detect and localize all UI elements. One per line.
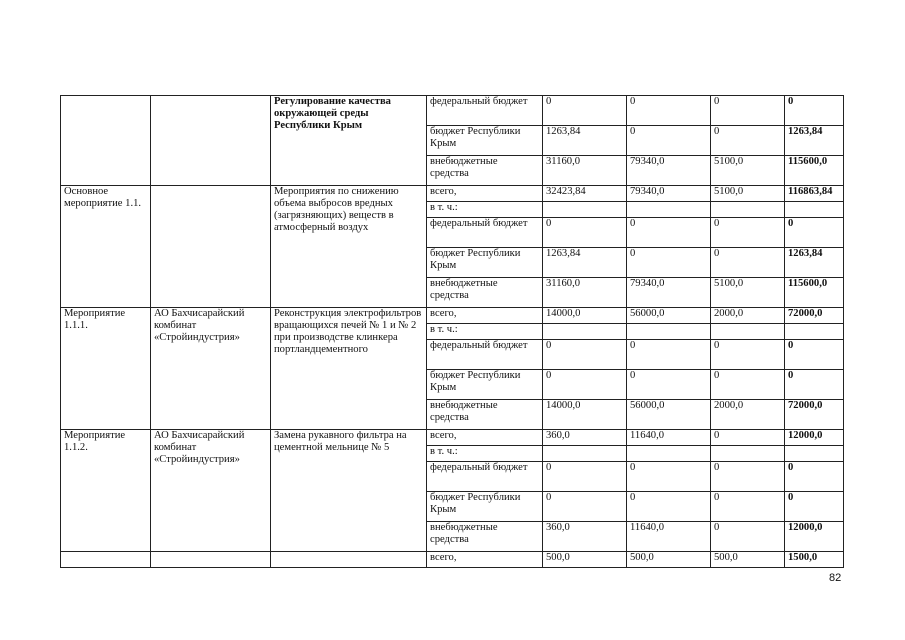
value-year-3: 0 <box>711 96 785 126</box>
program-name <box>271 552 427 568</box>
value-year-3 <box>711 324 785 340</box>
value-year-3: 0 <box>711 522 785 552</box>
value-year-3: 0 <box>711 430 785 446</box>
value-year-3 <box>711 202 785 218</box>
value-year-2: 0 <box>627 126 711 156</box>
value-year-1 <box>543 324 627 340</box>
program-name: Мероприятия по снижению объема выбросов вредных (загрязняющих) веществ в атмосферный воздух <box>271 186 427 308</box>
value-year-3: 0 <box>711 126 785 156</box>
value-year-2: 11640,0 <box>627 522 711 552</box>
value-year-1: 0 <box>543 96 627 126</box>
funding-source: федеральный бюджет <box>427 340 543 370</box>
table-row <box>61 308 844 324</box>
value-year-3: 5100,0 <box>711 156 785 186</box>
value-year-2: 0 <box>627 370 711 400</box>
value-year-3: 2000,0 <box>711 400 785 430</box>
value-year-1: 360,0 <box>543 522 627 552</box>
value-year-3: 0 <box>711 218 785 248</box>
value-year-3: 0 <box>711 248 785 278</box>
value-year-1: 0 <box>543 492 627 522</box>
value-year-1: 14000,0 <box>543 400 627 430</box>
program-name: Реконструкция электрофильтров вращающихся печей № 1 и № 2 при производстве клинкера портландцементного <box>271 308 427 430</box>
value-total: 12000,0 <box>785 430 844 446</box>
value-year-2: 0 <box>627 96 711 126</box>
funding-source: всего, <box>427 552 543 568</box>
value-year-1: 0 <box>543 370 627 400</box>
value-total <box>785 202 844 218</box>
value-year-1: 31160,0 <box>543 278 627 308</box>
measure-label: Мероприятие 1.1.2. <box>61 430 151 552</box>
measure-label: Основное мероприятие 1.1. <box>61 186 151 308</box>
page-number: 82 <box>829 572 842 584</box>
funding-source: внебюджетные средства <box>427 400 543 430</box>
funding-source: бюджет Республики Крым <box>427 370 543 400</box>
value-year-1: 0 <box>543 218 627 248</box>
table-row <box>61 430 844 446</box>
value-total <box>785 324 844 340</box>
value-year-1: 360,0 <box>543 430 627 446</box>
value-total: 1500,0 <box>785 552 844 568</box>
funding-source: в т. ч.: <box>427 446 543 462</box>
value-year-1: 14000,0 <box>543 308 627 324</box>
value-year-2: 79340,0 <box>627 278 711 308</box>
executor-label: АО Бахчисарайский комбинат «Стройиндустрия» <box>151 308 271 430</box>
funding-source: бюджет Республики Крым <box>427 248 543 278</box>
value-total: 72000,0 <box>785 400 844 430</box>
value-total: 115600,0 <box>785 156 844 186</box>
funding-source: бюджет Республики Крым <box>427 492 543 522</box>
funding-source: всего, <box>427 186 543 202</box>
program-name: Регулирование качества окружающей среды Республики Крым <box>271 96 427 186</box>
value-year-3: 0 <box>711 340 785 370</box>
value-year-3 <box>711 446 785 462</box>
value-year-2: 0 <box>627 218 711 248</box>
value-year-1 <box>543 202 627 218</box>
value-total: 1263,84 <box>785 248 844 278</box>
value-total: 0 <box>785 340 844 370</box>
value-total: 0 <box>785 492 844 522</box>
measure-label: Мероприятие 1.1.1. <box>61 308 151 430</box>
measure-label <box>61 552 151 568</box>
value-year-1: 1263,84 <box>543 248 627 278</box>
value-year-1: 1263,84 <box>543 126 627 156</box>
executor-label <box>151 186 271 308</box>
value-year-3: 0 <box>711 370 785 400</box>
value-year-3: 0 <box>711 492 785 522</box>
funding-source: федеральный бюджет <box>427 218 543 248</box>
value-year-2: 500,0 <box>627 552 711 568</box>
value-year-2 <box>627 202 711 218</box>
funding-source: всего, <box>427 430 543 446</box>
value-year-1: 500,0 <box>543 552 627 568</box>
value-year-2: 79340,0 <box>627 186 711 202</box>
table-body <box>61 96 844 568</box>
value-total: 72000,0 <box>785 308 844 324</box>
value-total <box>785 446 844 462</box>
value-year-1: 0 <box>543 340 627 370</box>
value-year-3: 2000,0 <box>711 308 785 324</box>
value-year-2: 0 <box>627 492 711 522</box>
funding-table <box>60 95 844 568</box>
value-year-2: 56000,0 <box>627 308 711 324</box>
value-year-2: 11640,0 <box>627 430 711 446</box>
value-year-2: 0 <box>627 340 711 370</box>
measure-label <box>61 96 151 186</box>
table-row <box>61 186 844 202</box>
value-year-3: 0 <box>711 462 785 492</box>
value-total: 0 <box>785 370 844 400</box>
table-row <box>61 552 844 568</box>
value-total: 0 <box>785 462 844 492</box>
funding-source: в т. ч.: <box>427 202 543 218</box>
value-year-2 <box>627 446 711 462</box>
executor-label: АО Бахчисарайский комбинат «Стройиндустрия» <box>151 430 271 552</box>
executor-label <box>151 96 271 186</box>
value-year-2: 0 <box>627 248 711 278</box>
value-year-2: 0 <box>627 462 711 492</box>
value-year-2 <box>627 324 711 340</box>
value-total: 12000,0 <box>785 522 844 552</box>
funding-source: в т. ч.: <box>427 324 543 340</box>
funding-source: бюджет Республики Крым <box>427 126 543 156</box>
funding-source: федеральный бюджет <box>427 462 543 492</box>
value-year-1: 31160,0 <box>543 156 627 186</box>
funding-source: внебюджетные средства <box>427 156 543 186</box>
value-total: 1263,84 <box>785 126 844 156</box>
value-year-1: 0 <box>543 462 627 492</box>
value-year-3: 500,0 <box>711 552 785 568</box>
value-year-3: 5100,0 <box>711 186 785 202</box>
value-year-3: 5100,0 <box>711 278 785 308</box>
funding-source: внебюджетные средства <box>427 278 543 308</box>
funding-source: федеральный бюджет <box>427 96 543 126</box>
value-total: 115600,0 <box>785 278 844 308</box>
value-total: 0 <box>785 218 844 248</box>
program-name: Замена рукавного фильтра на цементной мельнице № 5 <box>271 430 427 552</box>
value-year-2: 79340,0 <box>627 156 711 186</box>
funding-source: внебюджетные средства <box>427 522 543 552</box>
value-year-2: 56000,0 <box>627 400 711 430</box>
table-row <box>61 96 844 126</box>
funding-source: всего, <box>427 308 543 324</box>
value-total: 116863,84 <box>785 186 844 202</box>
value-year-1 <box>543 446 627 462</box>
value-year-1: 32423,84 <box>543 186 627 202</box>
executor-label <box>151 552 271 568</box>
value-total: 0 <box>785 96 844 126</box>
